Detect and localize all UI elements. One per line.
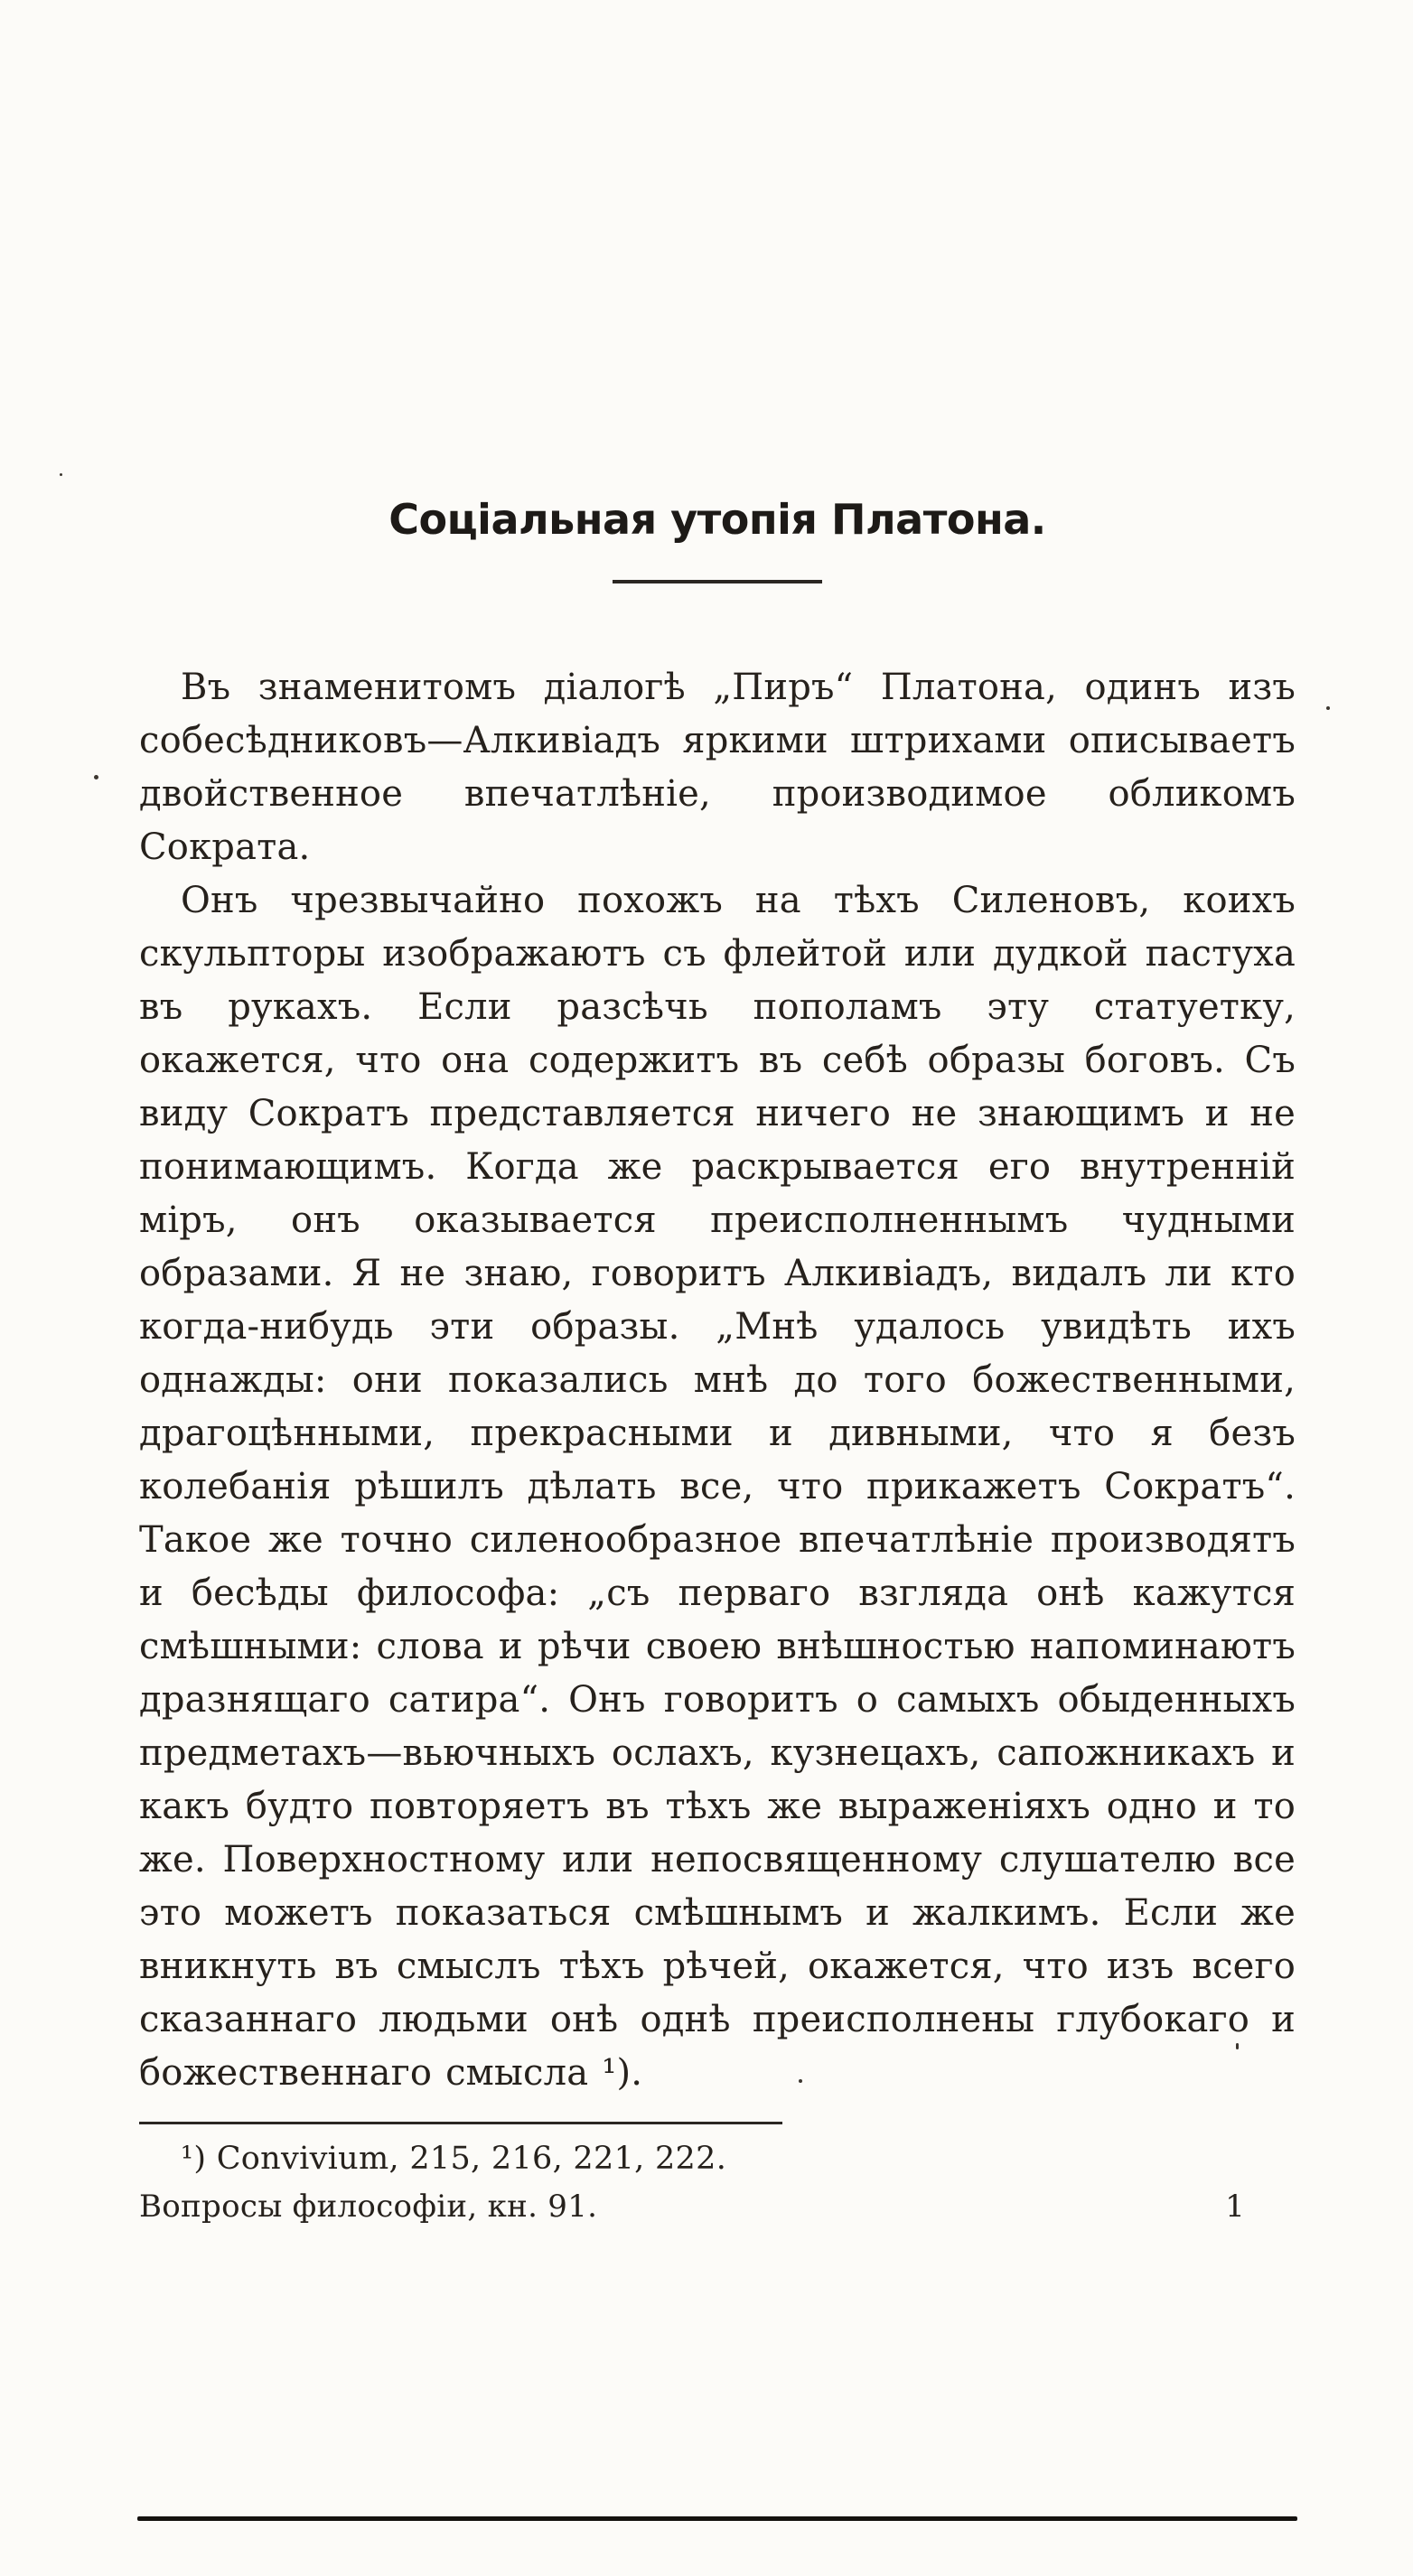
scan-speck [1326, 706, 1330, 710]
running-title: Вопросы философіи, кн. 91. [139, 2189, 598, 2225]
page-number: 1 [1225, 2189, 1245, 2225]
scan-speck [60, 473, 62, 476]
body-text [139, 661, 1296, 2100]
footnote: ¹) Convivium, 215, 216, 221, 222. [181, 2141, 727, 2177]
page-title: Соціальная утопія Платона. [388, 495, 1046, 544]
scan-speck [1236, 2043, 1239, 2049]
scan-artifact-line [137, 2516, 1297, 2521]
scan-speck [94, 775, 98, 779]
footer-row [139, 2187, 1296, 2226]
paragraph: Въ знаменитомъ діалогѣ „Пиръ“ Платона, одинъ изъ собесѣдниковъ—Алкивіадъ яркими штрихами описываетъ двойственное впечатлѣніе, производимое обликомъ Сократа. [139, 667, 1296, 868]
text-block [139, 0, 1296, 2226]
paragraph: Онъ чрезвычайно похожъ на тѣхъ Силеновъ, коихъ скульпторы изображаютъ съ флейтой или дудкой пастуха въ рукахъ. Если разсѣчь пополамъ эту статуетку, окажется, что она содержитъ въ себѣ образы боговъ. Съ виду Сократъ представляется ничего не знающимъ и не понимающимъ. Когда же раскрывается его внутренній міръ, онъ оказывается преисполненнымъ чудными образами. Я не знаю, говоритъ Алкивіадъ, видалъ ли кто когда-нибудь эти образы. „Мнѣ удалось увидѣть ихъ однажды: они показались мнѣ до того божественными, драгоцѣнными, прекрасными и дивными, что я безъ колебанія рѣшилъ дѣлать все, что прикажетъ Сократъ“. Такое же точно силенообразное впечатлѣніе производятъ и бесѣды философа: „съ перваго взгляда онѣ кажутся смѣшными: слова и рѣчи своею внѣшностью напоминаютъ дразнящаго сатира“. Онъ говоритъ о самыхъ обыденныхъ предметахъ—вьючныхъ ослахъ, кузнецахъ, сапожникахъ и какъ будто повторяетъ въ тѣхъ же выраженіяхъ одно и то же. Поверхностному или непосвященному слушателю все это можетъ показаться смѣшнымъ и жалкимъ. Если же вникнуть въ смыслъ тѣхъ рѣчей, окажется, что изъ всего сказаннаго людьми онѣ однѣ преисполнены глубокаго и божественнаго смысла ¹). [139, 880, 1296, 2094]
title-divider [613, 580, 822, 583]
scan-speck [799, 2079, 802, 2083]
footnote-divider [139, 2122, 782, 2124]
